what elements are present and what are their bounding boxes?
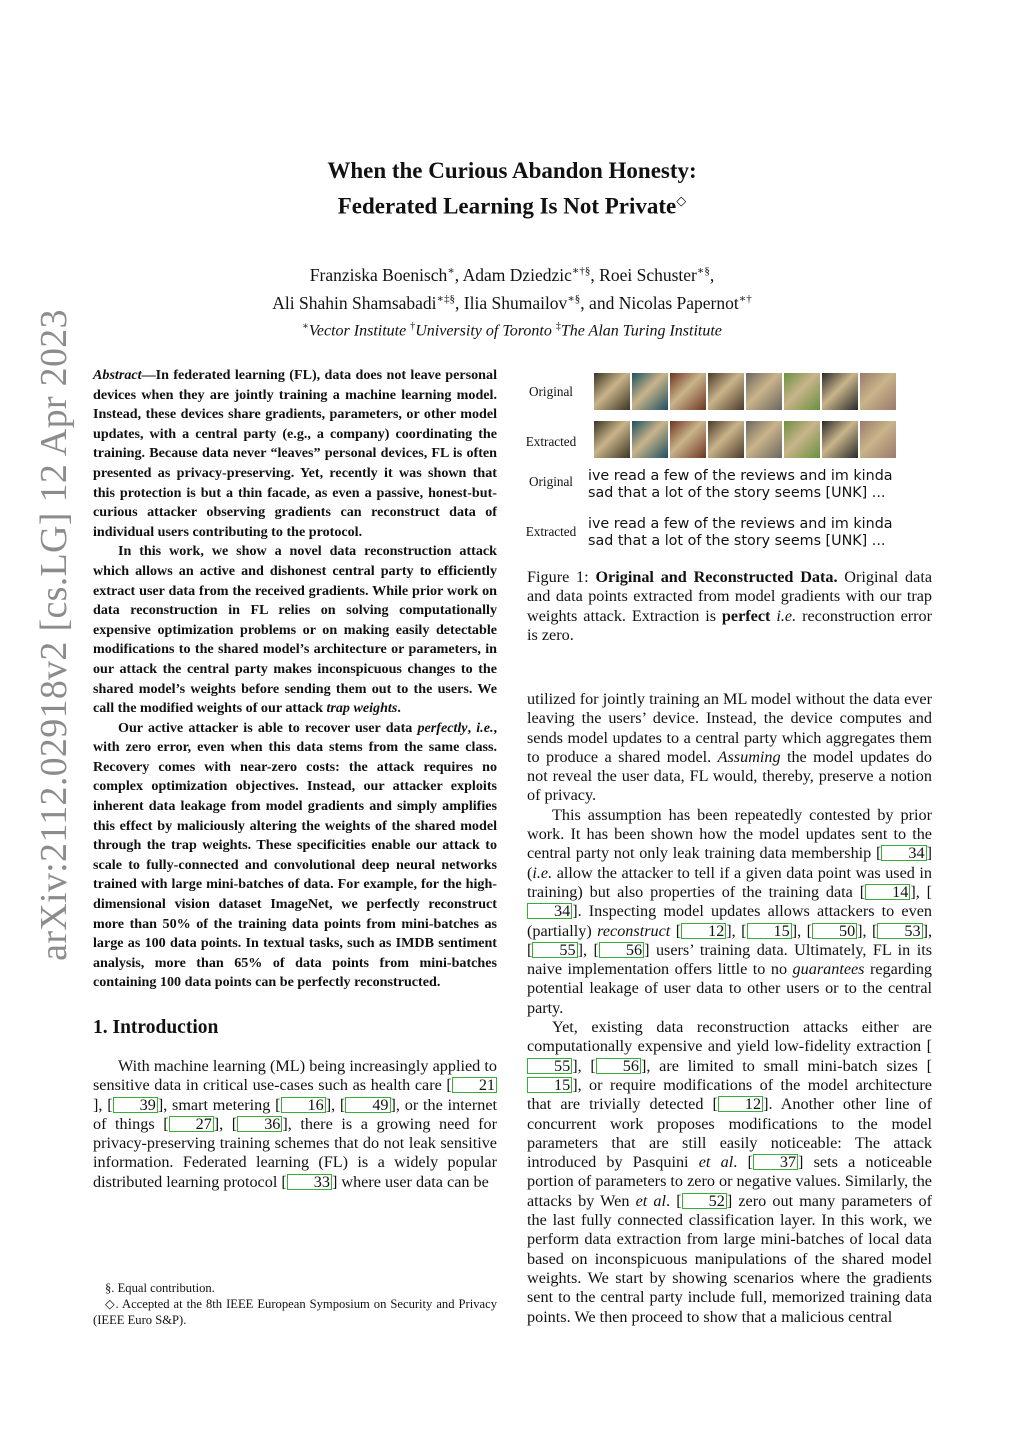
text-sample-line: ive read a few of the reviews and im kinda	[588, 516, 893, 532]
body-text: , smart metering	[163, 1095, 276, 1114]
abstract	[93, 366, 497, 993]
figure-caption	[527, 568, 932, 645]
citation-link[interactable]: 50	[812, 923, 857, 939]
affil-mark: ∗	[302, 320, 309, 332]
abstract-text: In this work, we show a novel data reconstruction attack which allows an active and dishonest central party to efficiently extract user data from the received gradients. While prior work on data reconstruction in FL relies on solving computationally expensive optimization problems or on making easily detectable modifications to the shared model’s architecture or parameters, in our attack the central party makes inconspicuous changes to the shared model’s weights before sending them out to the users. We call the modified weights of our attack	[93, 543, 497, 717]
footnote-equal-contribution: §. Equal contribution.	[105, 1281, 215, 1295]
body-text: , or the internet of things	[93, 1095, 498, 1133]
caption-prefix: Figure 1:	[527, 568, 596, 586]
author-name: Ilia Shumailov	[463, 292, 568, 313]
citation-link[interactable]: 16	[281, 1097, 326, 1113]
abstract-text: .	[397, 700, 401, 717]
author-name: Adam Dziedzic	[462, 264, 572, 285]
caption-bold: perfect	[721, 606, 771, 625]
caption-emphasis: i.e.	[776, 606, 797, 625]
caption-title: Original and Reconstructed Data.	[595, 568, 838, 586]
extracted-thumbnail	[822, 421, 858, 458]
caption-text: reconstruction error is zero.	[527, 606, 933, 644]
abstract-text: , with zero error, even when this data stems from the same class. Recovery comes with near-zero costs: the attack requires no complex optimization objectives. Instead, our attacker exploits inherent data leakage from model gradients and simply amplifies this effect by maliciously altering the weights of the shared model through the trap weights. These specificities enable our attack to scale to fully-connected and convolutional deep neural networks trained with large mini-batches of data. For example, for the high-dimensional vision dataset ImageNet, we perfectly reconstruct more than 50% of the training data points from mini-batches as large as 100 data points. In textual tasks, such as IMDB sentiment analysis, more than 65% of data points from mini-batches containing 100 data points can be perfectly reconstructed.	[93, 719, 498, 991]
fig-label-original-text: Original	[529, 474, 573, 489]
original-image-strip	[594, 373, 896, 410]
citation-link[interactable]: 52	[682, 1193, 727, 1209]
extracted-thumbnail	[670, 421, 706, 458]
abstract-emphasis: i.e.	[476, 719, 494, 736]
affiliations	[0, 315, 1024, 343]
title-line-2	[0, 186, 1024, 222]
affil-name: University of Toronto	[415, 321, 552, 339]
author-name: Roei Schuster	[599, 264, 697, 285]
title-line-1: When the Curious Abandon Honesty:	[327, 158, 697, 183]
body-text: Yet, existing data reconstruction attacks either are computationally expensive and yield low-fidelity extraction	[527, 1018, 932, 1056]
abstract-emphasis: perfectly	[417, 719, 468, 736]
citation-link[interactable]: 55	[527, 1058, 572, 1074]
abstract-emphasis: trap weights	[326, 700, 398, 717]
original-thumbnail	[746, 373, 782, 410]
right-paragraph-1	[527, 690, 932, 806]
original-thumbnail	[708, 373, 744, 410]
citation-link[interactable]: 33	[287, 1174, 332, 1190]
abstract-paragraph-2	[93, 542, 497, 718]
abstract-paragraph-1: Abstract—In federated learning (FL), data does not leave personal devices when they are jointly training a machine learning model. Instead, these devices share gradients, parameters, or other model updates, with a central party (e.g., a company) coordinating the training. Because data never “leaves” personal devices, FL is often presented as privacy-preserving. Yet, recently it was shown that this protection is but a thin facade, as even a passive, honest-but-curious attacker observing gradients can reconstruct data of individual users contributing to the protocol.	[93, 367, 497, 540]
affil-mark: ‡	[555, 320, 561, 332]
text-sample-line: sad that a lot of the story seems [UNK] ...	[588, 484, 886, 501]
original-thumbnail	[784, 373, 820, 410]
footnotes	[93, 1280, 497, 1328]
affil-name: Vector Institute	[308, 321, 407, 339]
footnote-accepted: ◇. Accepted at the 8th IEEE European Symposium on Security and Privacy (IEEE Euro S&P).	[93, 1297, 497, 1327]
body-text: sets a noticeable portion of parameters to zero or negative values. Similarly, the attacks by Wen	[527, 1153, 932, 1210]
author-line-2: Ali Shahin Shamsabadi∗‡§, Ilia Shumailov∗§, and Nicolas Papernot∗†	[272, 292, 752, 313]
author-mark: ∗§	[567, 292, 581, 305]
author-block	[0, 259, 1024, 343]
body-text: regarding potential leakage of user data to other users or to the central party.	[527, 960, 933, 1017]
paper-title	[0, 156, 1024, 222]
body-emphasis: reconstruct	[597, 921, 671, 940]
extracted-thumbnail	[746, 421, 782, 458]
body-emphasis: guarantees	[792, 960, 865, 979]
citation-link[interactable]: 27	[169, 1116, 214, 1132]
body-text: With machine learning (ML) being increasingly applied to sensitive data in critical use-cases such as health care	[93, 1057, 497, 1095]
body-text: ,	[915, 882, 927, 901]
body-text: . Inspecting model updates allows attackers to even (partially)	[527, 902, 932, 940]
extracted-thumbnail	[632, 421, 668, 458]
author-name: Franziska Boenisch	[309, 264, 448, 285]
body-text: utilized for jointly training an ML model without the data ever leaving the users’ device. Instead, the device computes and sends model updates to a central party which aggregates them to produce a shared model.	[527, 690, 932, 766]
body-text: This assumption has been repeatedly contested by prior work. It has been shown how the model updates sent to the central party not only leak training data membership	[527, 805, 932, 863]
introduction-body	[93, 1057, 497, 1192]
affil-mark: †	[410, 320, 416, 332]
abstract-text: In federated learning (FL), data does not leave personal devices when they are jointly training a machine learning model. Instead, these devices share gradients, parameters, or other model updates, with a central party (e.g., a company) coordinating the training. Because data never “leaves” personal devices, FL is often presented as privacy-preserving. Yet, recently it was shown that this protection is but a thin facade, as even a passive, honest-but-curious attacker observing gradients can reconstruct data of individual users contributing to the protocol.	[93, 367, 497, 540]
original-thumbnail	[822, 373, 858, 410]
extracted-image-strip	[594, 421, 896, 458]
extracted-text-sample	[588, 516, 893, 549]
extracted-thumbnail	[784, 421, 820, 458]
section-heading-introduction: 1. Introduction	[93, 1017, 219, 1038]
citation-link[interactable]: 34	[881, 845, 926, 861]
extracted-thumbnail	[594, 421, 630, 458]
text-sample-line: sad that a lot of the story seems [UNK] ...	[588, 532, 886, 549]
abstract-text: Our active attacker is able to recover user data	[118, 719, 418, 736]
body-emphasis: i.e.	[532, 863, 553, 882]
body-emphasis: et al	[635, 1191, 667, 1210]
abstract-label: Abstract	[93, 367, 142, 383]
body-text: users’ training data. Ultimately, FL in its naive implementation offers little to no	[527, 940, 933, 979]
author-name: Ali Shahin Shamsabadi	[272, 292, 437, 313]
text-sample-line: ive read a few of the reviews and im kinda	[588, 468, 893, 484]
arxiv-identifier: arXiv:2112.02918v2 [cs.LG] 12 Apr 2023	[33, 309, 75, 961]
citation-link[interactable]: 36	[237, 1116, 282, 1132]
body-text: , are limited to small mini-batch sizes	[646, 1056, 927, 1075]
citation-link[interactable]: 53	[877, 923, 922, 939]
title-line-2-text: Federated Learning Is Not Private	[337, 193, 677, 219]
citation-link[interactable]: 15	[747, 923, 792, 939]
abstract-text: ,	[467, 719, 477, 736]
fig-label-original-images: Original	[529, 384, 573, 399]
extracted-thumbnail	[860, 421, 896, 458]
author-mark: ∗‡§	[436, 292, 456, 305]
body-text: .	[733, 1153, 748, 1172]
author-mark: ∗§	[696, 265, 710, 277]
original-text-sample	[588, 468, 893, 501]
citation-link[interactable]: 34	[527, 903, 572, 919]
citation-link[interactable]: 37	[753, 1154, 798, 1170]
body-emphasis: et al	[698, 1153, 734, 1172]
body-emphasis: Assuming	[717, 747, 781, 766]
affil-name: The Alan Turing Institute	[560, 321, 722, 339]
introduction-paragraph: With machine learning (ML) being increasingly applied to sensitive data in critical use-cases such as health care [ 21], [ 39 ], smart metering [ 16 ], [ 49 ], or the internet of things [ 27 ], [ 36 ], there is a growing need for privacy-preserving training schemes that do not leak sensitive information. Federated learning (FL) is a widely popular distributed learning protocol [ 33 ] where user data can be	[93, 1057, 498, 1191]
right-paragraph-2: This assumption has been repeatedly contested by prior work. It has been shown how the model updates sent to the central party not only leak training data membership [ 34 ] (i.e. allow the attacker to tell if a given data point was used in training) but also properties of the training data [ 14 ], [34 ]. Inspecting model updates allows attackers to even (partially) reconstruct [ 12 ], [ 15 ], [ 50 ], [ 53 ], [ 55 ], [ 56 ] users’ training data. Ultimately, FL in its naive implementation offers little to no guarantees regarding potential leakage of user data to other users or to the central party.	[527, 805, 933, 1017]
original-thumbnail	[594, 373, 630, 410]
citation-link[interactable]: 39	[113, 1097, 158, 1113]
fig-label-extracted-text: Extracted	[525, 524, 577, 539]
citation-link[interactable]: 55	[532, 942, 577, 958]
original-thumbnail	[632, 373, 668, 410]
body-text: (	[527, 863, 533, 882]
fig-label-extracted-images: Extracted	[525, 434, 577, 449]
body-text: . Another other line of concurrent work proposes modifications to the model parameters that are still easily noticeable: The attack introduced by Pasquini	[527, 1095, 932, 1172]
author-mark: ∗†§	[571, 265, 591, 277]
right-column	[527, 690, 932, 1327]
author-mark: ∗†	[738, 292, 752, 305]
body-text: where user data can be	[337, 1172, 489, 1191]
original-thumbnail	[670, 373, 706, 410]
citation-link[interactable]: 56	[596, 1058, 641, 1074]
body-text: allow the attacker to tell if a given data point was used in training) but also properties of the training data	[527, 863, 932, 901]
extracted-thumbnail	[708, 421, 744, 458]
citation-link[interactable]: 14	[865, 884, 910, 900]
citation-link[interactable]: 56	[599, 942, 644, 958]
title-footnote-mark: ◇	[676, 193, 687, 208]
body-text: , there is a growing need for privacy-preserving training schemes that do not leak sensitive information. Federated learning (FL) is a widely popular distributed learning protocol	[93, 1114, 498, 1191]
right-paragraph-3: Yet, existing data reconstruction attacks either are computationally expensive and yield low-fidelity extraction [55 ], [ 56 ], are limited to small mini-batch sizes [15 ], or require modifications of the model architecture that are trivially detected [ 12 ]. Another other line of concurrent work proposes modifications to the model parameters that are still easily noticeable: The attack introduced by Pasquini et al. [ 37 ] sets a noticeable portion of parameters to zero or negative values. Similarly, the attacks by Wen et al. [ 52 ] zero out many parameters of the last fully connected classification layer. In this work, we perform data extraction from large mini-batches of local data based on inconspicuous manipulations of the shared model weights. We start by showing scenarios where the gradients sent to the central party include full, memorized training data points. We then proceed to show that a malicious central	[527, 1018, 933, 1326]
left-column	[93, 366, 497, 1192]
body-text: the model updates do not reveal the user data, FL would, thereby, preserve a notion of privacy.	[527, 747, 932, 805]
citation-link[interactable]: 21	[452, 1077, 497, 1093]
caption-text: Original data and data points extracted from model gradients with our trap weights attack. Extraction is	[527, 568, 933, 625]
body-text: .	[666, 1191, 677, 1210]
citation-link[interactable]: 12	[718, 1096, 763, 1112]
citation-link[interactable]: 15	[527, 1077, 572, 1093]
citation-link[interactable]: 12	[681, 923, 726, 939]
body-text: zero out many parameters of the last fully connected classification layer. In this work, we perform data extraction from large mini-batches of local data based on inconspicuous manipulations of the shared model weights. We start by showing scenarios where the gradients sent to the central party include full, memorized training data points. We then proceed to show that a malicious central	[527, 1191, 932, 1326]
citation-link[interactable]: 49	[345, 1097, 390, 1113]
body-text	[670, 922, 675, 940]
author-line-1: Franziska Boenisch∗, Adam Dziedzic∗†§, Roei Schuster∗§,	[309, 264, 715, 285]
body-text: , or require modifications of the model architecture that are trivially detected	[527, 1075, 932, 1114]
original-thumbnail	[860, 373, 896, 410]
author-name: Nicolas Papernot	[618, 292, 739, 313]
abstract-paragraph-3	[93, 719, 497, 993]
author-mark: ∗	[447, 265, 455, 277]
